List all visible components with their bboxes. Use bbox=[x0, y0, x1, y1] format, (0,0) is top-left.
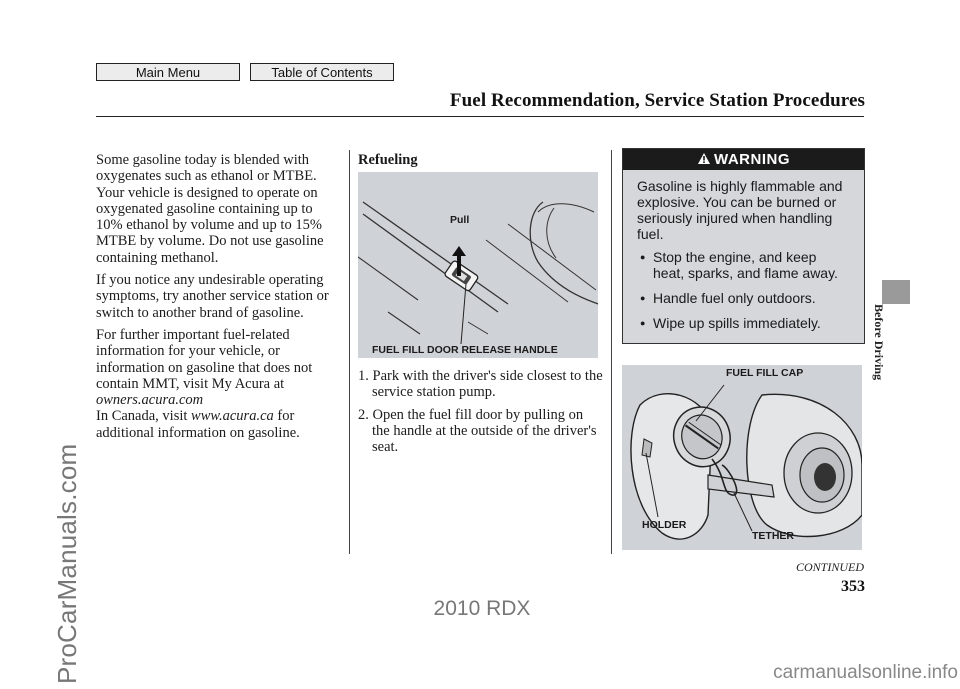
page-number: 353 bbox=[841, 578, 865, 595]
main-menu-button[interactable]: Main Menu bbox=[96, 63, 240, 81]
page-title: Fuel Recommendation, Service Station Procedures bbox=[449, 90, 865, 111]
acura-info-paragraph: For further important fuel-related information for your vehicle, or information on gasoline that does not contain MMT, visit My Acura at owners.acura.com bbox=[96, 326, 313, 409]
column-divider-2 bbox=[611, 150, 612, 554]
oxygenate-paragraph: Some gasoline today is blended with oxygenates such as ethanol or MTBE. Your vehicle is designed to operate on oxygenated gasoline containing up to 10% ethanol by volume and up to 15% MTBE by volume. Do not use gasoline containing methanol. bbox=[96, 152, 324, 266]
warning-item: ● Handle fuel only outdoors. bbox=[637, 290, 864, 306]
warning-box bbox=[622, 148, 865, 344]
canada-paragraph: In Canada, visit www.acura.ca for additional information on gasoline. bbox=[96, 408, 300, 441]
fuel-fill-cap-label: FUEL FILL CAP bbox=[726, 367, 804, 379]
model-label: 2010 RDX bbox=[433, 597, 531, 620]
refueling-heading: Refueling bbox=[358, 152, 418, 168]
section-label: Before Driving bbox=[872, 304, 886, 381]
warning-triangle-icon bbox=[697, 150, 711, 163]
step-1: 1. Park with the driver's side closest to the service station pump. bbox=[358, 368, 603, 401]
warning-item: ● Stop the engine, and keep heat, sparks, and flame away. bbox=[637, 249, 845, 281]
warning-item: ● Wipe up spills immediately. bbox=[637, 315, 864, 331]
column-divider-1 bbox=[349, 150, 350, 554]
step-2: 2. Open the fuel fill door by pulling on the handle at the outside of the driver's seat. bbox=[358, 406, 597, 456]
warning-list bbox=[637, 249, 864, 331]
acura-ca-link[interactable]: www.acura.ca bbox=[191, 408, 274, 425]
fuel-fill-cap-figure bbox=[622, 365, 862, 550]
section-tab bbox=[882, 280, 910, 304]
continued-label: CONTINUED bbox=[795, 560, 864, 574]
warning-intro: Gasoline is highly flammable and explosive. You can be burned or seriously injured when handling fuel. bbox=[637, 178, 843, 242]
fuel-door-release-figure bbox=[358, 172, 598, 358]
column-1 bbox=[96, 152, 342, 447]
symptoms-paragraph: If you notice any undesirable operating symptoms, try another service station or switch to another brand of gasoline. bbox=[96, 272, 329, 321]
column-2-steps bbox=[358, 368, 604, 461]
table-of-contents-button[interactable]: Table of Contents bbox=[250, 63, 394, 81]
release-handle-caption: FUEL FILL DOOR RELEASE HANDLE bbox=[372, 344, 558, 356]
side-watermark: ProCarManuals.com bbox=[52, 443, 82, 684]
warning-body bbox=[623, 170, 864, 331]
release-handle-illustration bbox=[358, 172, 598, 358]
warning-header: WARNING bbox=[623, 149, 864, 170]
owners-acura-link[interactable]: owners.acura.com bbox=[96, 392, 204, 409]
tether-label: TETHER bbox=[752, 530, 794, 542]
bottom-watermark: carmanualsonline.info bbox=[773, 662, 958, 683]
holder-label: HOLDER bbox=[642, 519, 687, 531]
title-divider bbox=[96, 116, 864, 117]
pull-label: Pull bbox=[450, 214, 470, 226]
